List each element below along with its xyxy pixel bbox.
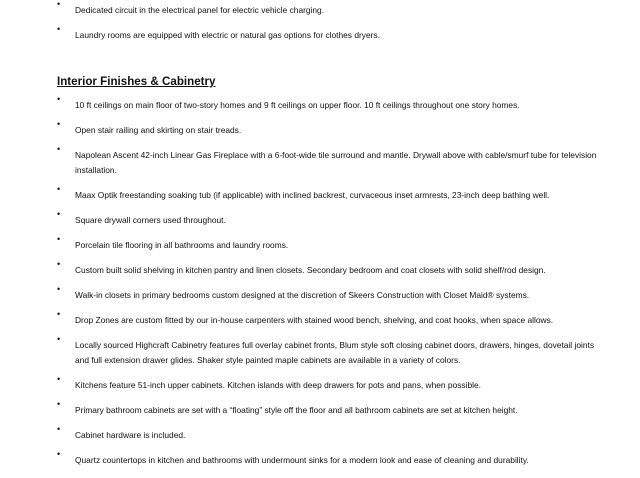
bullet-icon: • xyxy=(57,208,61,219)
list-item-text: Dedicated circuit in the electrical panel for electric vehicle charging. xyxy=(75,5,325,15)
list-item-text: Cabinet hardware is included. xyxy=(75,430,186,441)
bullet-icon: • xyxy=(57,183,61,194)
list-item xyxy=(0,449,640,468)
bullet-icon: • xyxy=(57,449,61,460)
bullet-icon: • xyxy=(57,24,61,34)
bullet-icon: • xyxy=(57,0,61,9)
list-item-text: Quartz countertops in kitchen and bathrooms with undermount sinks for a modern look and ease of cleaning and durability. xyxy=(75,455,529,466)
list-item-text: Napolean Ascent 42-inch Linear Gas Fireplace with a 6-foot-wide tile surround and mantle. Drywall above with cable/smurf tube for television installation. xyxy=(75,150,597,175)
list-item xyxy=(0,259,640,278)
bullet-icon: • xyxy=(57,259,61,270)
list-item xyxy=(0,334,640,367)
list-item xyxy=(0,208,640,228)
list-item xyxy=(0,144,640,177)
bullet-icon: • xyxy=(57,119,61,130)
list-item-text: Open stair railing and skirting on stair treads. xyxy=(75,125,242,136)
list-item-text: Square drywall corners used throughout. xyxy=(75,214,226,225)
bullet-icon: • xyxy=(57,284,61,295)
list-item-text: Primary bathroom cabinets are set with a “floating” style off the floor and all bathroom cabinets are set at kitchen height. xyxy=(75,405,518,416)
list-item-text: Drop Zones are custom fitted by our in-house carpenters with stained wood bench, shelving, and coat hooks, when space allows. xyxy=(75,315,554,326)
list-item xyxy=(0,94,640,113)
list-item-text: Laundry rooms are equipped with electric or natural gas options for clothes dryers. xyxy=(75,30,380,40)
list-item xyxy=(0,424,640,443)
bullet-icon: • xyxy=(57,309,61,320)
bullet-icon: • xyxy=(57,373,61,384)
list-item-text: Locally sourced Highcraft Cabinetry features full overlay cabinet fronts, Blum style soft closing cabinet doors, drawers, hinges, dovetail joints and full extension drawer glides. Shaker style painted maple cabinets are available in a variety of colors. xyxy=(75,340,595,365)
bullet-icon: • xyxy=(57,94,61,104)
bullet-icon: • xyxy=(57,424,61,435)
bullet-icon: • xyxy=(57,334,61,345)
list-item-text: Porcelain tile flooring in all bathrooms and laundry rooms. xyxy=(75,239,289,250)
section-heading: Interior Finishes & Cabinetry xyxy=(57,75,216,88)
list-item xyxy=(0,183,640,203)
list-item-text: Kitchens feature 51-inch upper cabinets. Kitchen islands with deep drawers for pots and pans, when possible. xyxy=(75,379,481,390)
bullet-icon: • xyxy=(57,399,61,410)
top-feature-list xyxy=(0,0,640,53)
list-item xyxy=(0,0,640,18)
list-item xyxy=(0,24,640,43)
bullet-icon: • xyxy=(57,144,61,155)
bullet-icon: • xyxy=(57,233,61,244)
interior-finishes-list xyxy=(0,94,640,478)
list-item-text: Walk-in closets in primary bedrooms custom designed at the discretion of Skeers Construction with Closet Maid® systems. xyxy=(75,290,530,301)
list-item-text: Maax Optik freestanding soaking tub (if applicable) with inclined backrest, curvaceous inset armrests, 23-inch deep bathing well. xyxy=(75,189,550,200)
list-item xyxy=(0,399,640,418)
list-item-text: 10 ft ceilings on main floor of two-story homes and 9 ft ceilings on upper floor. 10 ft ceilings throughout one story homes. xyxy=(75,100,520,110)
list-item xyxy=(0,119,640,138)
list-item-text: Custom built solid shelving in kitchen pantry and linen closets. Secondary bedroom and coat closets with solid shelf/rod design. xyxy=(75,265,546,276)
list-item xyxy=(0,233,640,253)
list-item xyxy=(0,284,640,303)
list-item xyxy=(0,373,640,393)
list-item xyxy=(0,309,640,328)
